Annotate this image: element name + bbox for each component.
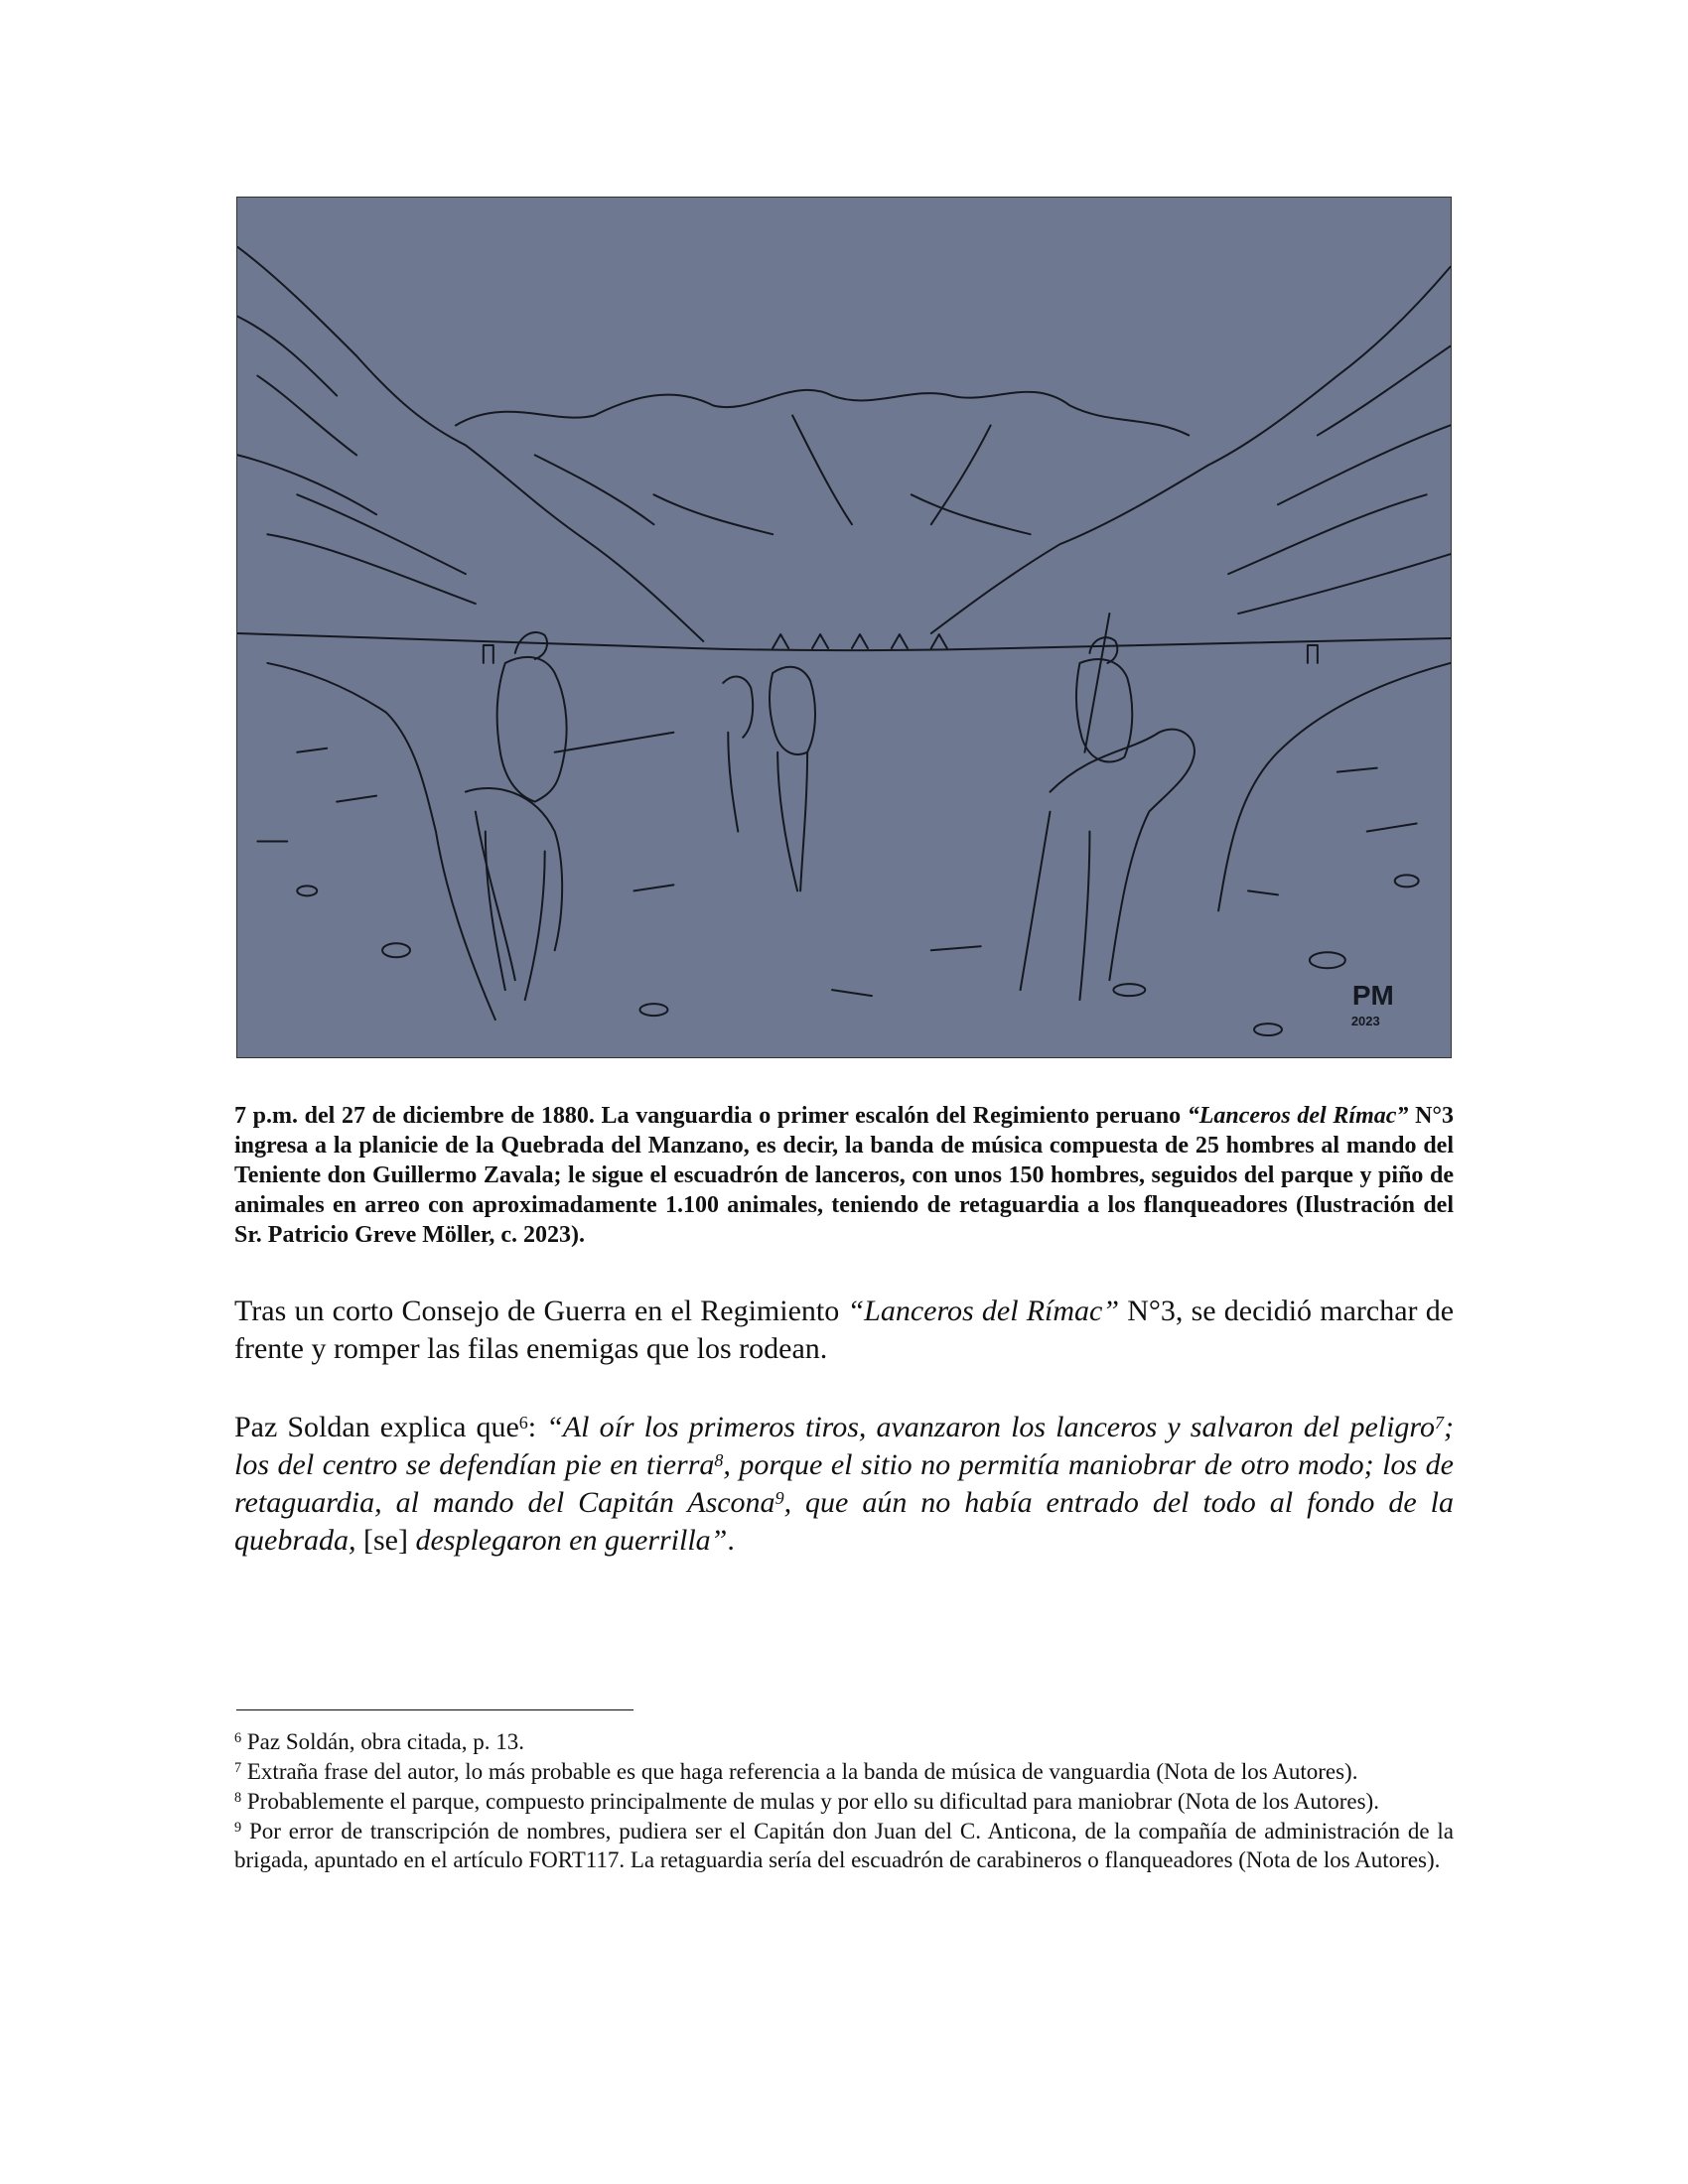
paragraph-paz-soldan-quote bbox=[234, 1409, 1454, 1560]
footnote-number: 7 bbox=[234, 1759, 242, 1776]
footnote-6 bbox=[234, 1727, 1454, 1756]
caption-regiment-name: “Lanceros del Rímac” bbox=[1187, 1103, 1409, 1129]
footnote-separator bbox=[236, 1709, 633, 1710]
figure-caption bbox=[234, 1101, 1454, 1250]
paragraph2-lead: Paz Soldan explica que bbox=[234, 1411, 519, 1443]
footnote-9 bbox=[234, 1817, 1454, 1874]
paragraph-council-of-war bbox=[234, 1293, 1454, 1368]
footnote-ref-7-number: 7 bbox=[1435, 1412, 1444, 1433]
paragraph2-end: . bbox=[727, 1524, 735, 1557]
footnote-number: 8 bbox=[234, 1789, 242, 1806]
caption-rest: N°3 ingresa a la planicie de la Quebrada del Manzano, es decir, la banda de música compuesta de 25 hombres al mando del Teniente don Guillermo Zavala; le sigue el escuadrón de lanceros, con unos 150 hombres, seguidos del parque y piño de animales en arreo con aproximadamente 1.100 animales, teniendo de retaguardia a los flanqueadores (Ilustración del Sr. Patricio Greve Möller, c. 2023). bbox=[234, 1103, 1455, 1248]
signature-year: 2023 bbox=[1350, 1014, 1380, 1029]
footnotes bbox=[234, 1727, 1454, 1875]
footnote-text: Paz Soldán, obra citada, p. 13. bbox=[246, 1729, 524, 1754]
paragraph1-before: Tras un corto Consejo de Guerra en el Regimiento bbox=[234, 1295, 848, 1327]
caption-lead: 7 p.m. del 27 de diciembre de 1880. La vanguardia o primer escalón del Regimiento peruano bbox=[234, 1103, 1188, 1129]
paragraph1-regiment-name: “Lanceros del Rímac” bbox=[847, 1295, 1120, 1327]
footnote-ref-9-number: 9 bbox=[774, 1487, 784, 1508]
paragraph1-after: N°3, se decidió marchar de frente y romper las filas enemigas que los rodean. bbox=[234, 1295, 1455, 1365]
quote-part-5: desplegaron en guerrilla” bbox=[407, 1524, 728, 1557]
footnote-ref-8-number: 8 bbox=[714, 1449, 724, 1470]
paragraph2-colon: : bbox=[527, 1411, 547, 1443]
footnote-number: 9 bbox=[234, 1819, 242, 1836]
footnote-ref-7[interactable] bbox=[1435, 1413, 1444, 1433]
quote-part-4: , que aún no había entrado del todo al fondo de la quebrada, bbox=[234, 1486, 1454, 1557]
illustration bbox=[236, 197, 1452, 1058]
quote-part-2: ; los del centro se defendían pie en tierra bbox=[234, 1411, 1454, 1481]
footnote-7 bbox=[234, 1757, 1454, 1786]
footnote-text: Probablemente el parque, compuesto principalmente de mulas y por ello su dificultad para maniobrar (Nota de los Autores). bbox=[246, 1789, 1379, 1814]
signature-initials: PM bbox=[1351, 980, 1394, 1012]
footnote-ref-9[interactable] bbox=[775, 1488, 784, 1508]
artist-signature bbox=[1351, 980, 1394, 1028]
footnote-number: 6 bbox=[234, 1729, 242, 1746]
footnote-8 bbox=[234, 1787, 1454, 1816]
footnote-ref-8[interactable] bbox=[714, 1450, 723, 1470]
quote-part-1: “Al oír los primeros tiros, avanzaron los lanceros y salvaron del peligro bbox=[546, 1411, 1435, 1443]
footnote-text: Extraña frase del autor, lo más probable es que haga referencia a la banda de música de vanguardia (Nota de los Autores). bbox=[246, 1759, 1358, 1784]
horsemen-in-mountain-valley-illustration bbox=[237, 198, 1451, 1057]
quote-bracket-insertion: [se] bbox=[363, 1524, 408, 1557]
quote-part-3: , porque el sitio no permitía maniobrar de otro modo; los de retaguardia, al mando del Capitán Ascona bbox=[234, 1448, 1454, 1519]
footnote-ref-6[interactable]: 6 bbox=[518, 1412, 528, 1433]
footnote-text: Por error de transcripción de nombres, pudiera ser el Capitán don Juan del C. Anticona, de la compañía de administración de la brigada, apuntado en el artículo FORT117. La retaguardia sería del escuadrón de carabineros o flanqueadores (Nota de los Autores). bbox=[234, 1819, 1454, 1872]
